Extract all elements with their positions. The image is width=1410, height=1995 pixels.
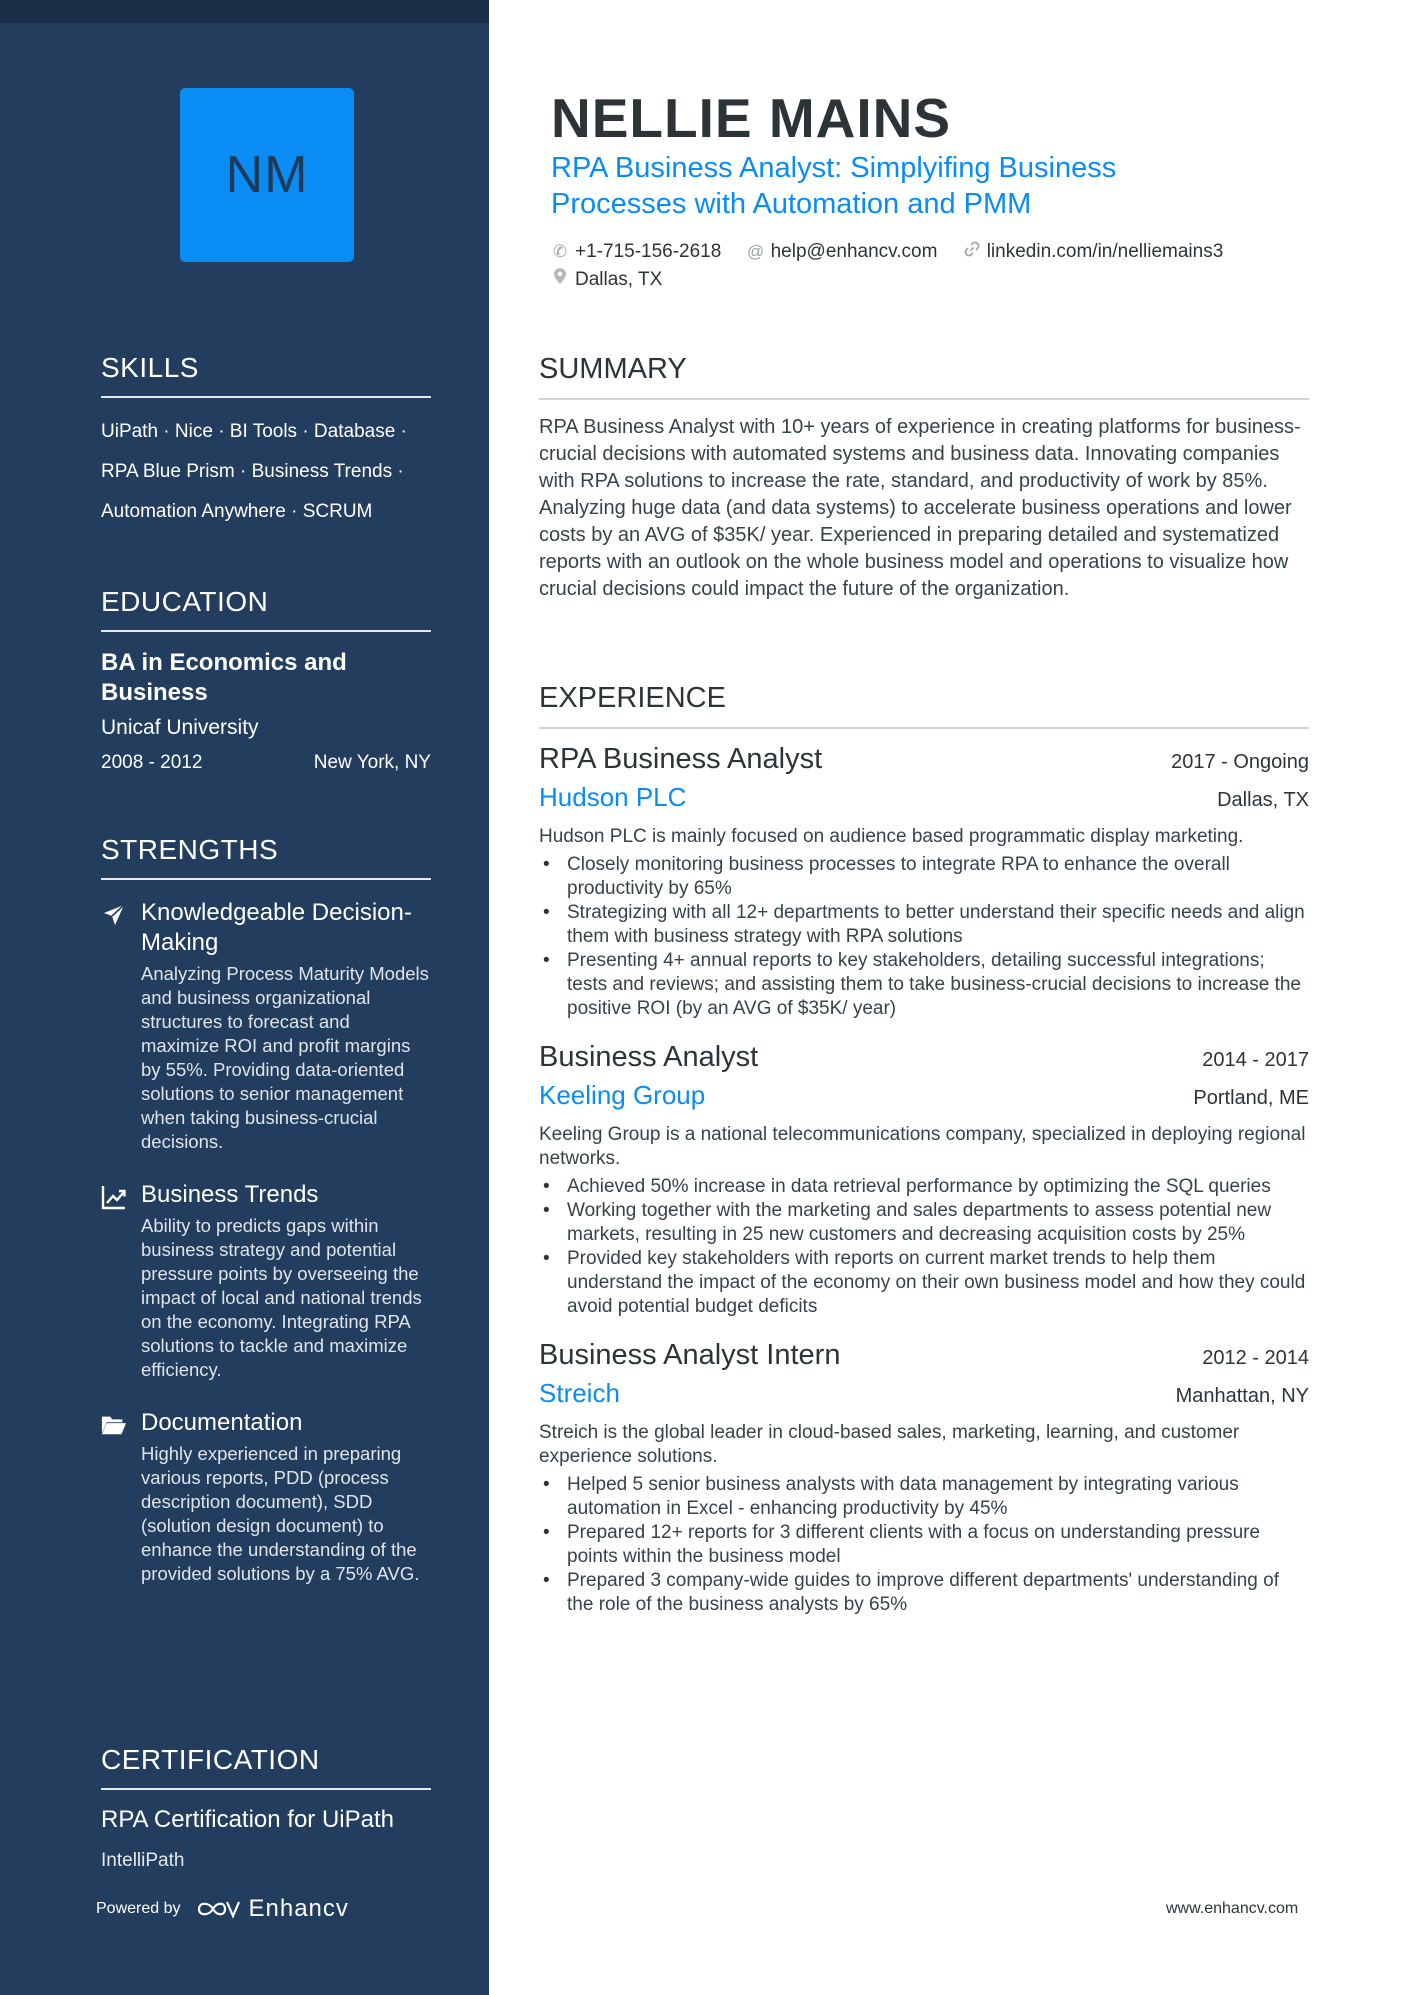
job-bullet: • Presenting 4+ annual reports to key stakeholders, detailing successful integrations; tests and reviews; and assisting them to take business-crucial decisions to increase the positive ROI (by an AVG of $35K/ year) (539, 949, 1309, 1021)
paper-plane-icon (101, 902, 127, 928)
strength-title: Knowledgeable Decision-Making (141, 899, 412, 956)
strengths-section (101, 834, 431, 1586)
job-bullets (539, 1175, 1309, 1319)
job-header (539, 1041, 1309, 1074)
avatar (180, 88, 354, 262)
strengths-title: STRENGTHS (101, 834, 431, 880)
enhancv-logo-text: Enhancv (248, 1895, 349, 1922)
job-location: Dallas, TX (1217, 789, 1309, 811)
at-icon: @ (746, 242, 765, 261)
sidebar-top-bar (0, 0, 489, 23)
job-title: Business Analyst (539, 1041, 759, 1073)
strength-desc: Ability to predicts gaps within business strategy and potential pressure points by overseeing the impact of local and national trends on the economy. Integrating RPA solutions to tackle and maximize efficiency. (141, 1215, 422, 1380)
contact-location (551, 266, 662, 294)
job-dates: 2017 - Ongoing (1171, 751, 1309, 773)
experience-entry (539, 743, 1309, 1021)
education-degree: BA in Economics and Business (101, 649, 347, 706)
contact-email[interactable] (747, 238, 938, 266)
skills-list (101, 412, 431, 532)
job-subheader (539, 782, 1309, 813)
job-bullets (539, 1473, 1309, 1617)
job-dates: 2014 - 2017 (1202, 1049, 1309, 1071)
strength-desc: Highly experienced in preparing various reports, PDD (process description document), SDD (solution design document) to enhance the understanding of the provided solutions by a 75% AVG. (141, 1443, 420, 1584)
education-section (101, 586, 431, 774)
job-dates: 2012 - 2014 (1202, 1347, 1309, 1369)
job-location: Manhattan, NY (1175, 1385, 1309, 1407)
candidate-headline: RPA Business Analyst: Simplyifing Business Processes with Automation and PMM (551, 152, 1117, 220)
certification-section (101, 1744, 431, 1872)
job-company: Keeling Group (539, 1080, 706, 1110)
job-bullet: • Helped 5 senior business analysts with data management by integrating various automation in Excel - enhancing productivity by 45% (539, 1473, 1309, 1521)
contact-phone-text: +1-715-156-2618 (575, 241, 722, 262)
strength-desc: Analyzing Process Maturity Models and business organizational structures to forecast and maximize ROI and profit margins by 55%. Providing data-oriented solutions to senior management when taking business-crucial decisions. (141, 963, 429, 1152)
enhancv-logo[interactable] (195, 1895, 349, 1923)
strength-item (101, 898, 431, 1154)
experience-section (539, 682, 1309, 1617)
skills-title: SKILLS (101, 352, 431, 398)
job-bullet: • Achieved 50% increase in data retrieval performance by optimizing the SQL queries (539, 1175, 1309, 1199)
job-header (539, 1339, 1309, 1372)
contact-info (551, 238, 1311, 294)
education-dates: 2008 - 2012 (101, 752, 203, 773)
strength-item (101, 1408, 431, 1586)
avatar-initials: NM (225, 146, 309, 204)
experience-title: EXPERIENCE (539, 682, 1309, 729)
certification-name: RPA Certification for UiPath (101, 1806, 395, 1833)
job-title: Business Analyst Intern (539, 1339, 841, 1371)
job-bullet: • Prepared 3 company-wide guides to improve different departments' understanding of the role of the business analysts by 65% (539, 1569, 1309, 1617)
certification-title: CERTIFICATION (101, 1744, 431, 1790)
education-location: New York, NY (313, 752, 431, 773)
folder-open-icon (101, 1412, 127, 1438)
education-title: EDUCATION (101, 586, 431, 632)
summary-text: RPA Business Analyst with 10+ years of experience in creating platforms for business-crucial decisions with automated systems and business data. Innovating companies with RPA solutions to increase the rate, standard, and productivity of work by 85%. Analyzing huge data (and data systems) to accelerate business operations and lower costs by an AVG of $35K/ year. Experienced in preparing detailed and systematized reports with an outlook on the whole business model and operations to visualize how crucial decisions could impact the future of the organization. (539, 416, 1301, 600)
enhancv-logo-icon (195, 1898, 243, 1920)
contact-linkedin[interactable] (963, 238, 1224, 266)
job-bullet: • Prepared 12+ reports for 3 different clients with a focus on understanding pressure points within the business model (539, 1521, 1309, 1569)
strength-item (101, 1180, 431, 1382)
footer-url[interactable]: www.enhancv.com (1166, 1900, 1299, 1917)
contact-location-text: Dallas, TX (575, 269, 663, 290)
skills-line: Automation Anywhere · SCRUM (101, 501, 373, 522)
location-pin-icon (551, 266, 569, 294)
strength-title: Documentation (141, 1409, 303, 1436)
link-icon (963, 238, 981, 266)
sidebar (0, 0, 489, 1995)
contact-phone[interactable] (551, 238, 721, 266)
job-description: Streich is the global leader in cloud-based sales, marketing, learning, and customer experience solutions. (539, 1422, 1240, 1467)
summary-section (539, 353, 1309, 603)
job-company: Hudson PLC (539, 782, 687, 812)
job-bullets (539, 853, 1309, 1021)
powered-by-label: Powered by (96, 1900, 181, 1917)
job-title: RPA Business Analyst (539, 743, 823, 775)
summary-title: SUMMARY (539, 353, 1309, 400)
line-chart-icon (101, 1184, 127, 1210)
job-bullet: • Closely monitoring business processes to integrate RPA to enhance the overall productivity by 65% (539, 853, 1309, 901)
job-location: Portland, ME (1193, 1087, 1309, 1109)
job-bullet: • Provided key stakeholders with reports on current market trends to help them understand the impact of the economy on their own business model and how they could avoid potential budget deficits (539, 1247, 1309, 1319)
job-header (539, 743, 1309, 776)
education-meta (101, 752, 431, 774)
job-description: Hudson PLC is mainly focused on audience based programmatic display marketing. (539, 826, 1244, 847)
strength-title: Business Trends (141, 1181, 319, 1208)
candidate-name: NELLIE MAINS (551, 87, 952, 149)
job-bullet: • Working together with the marketing and sales departments to assess potential new markets, resulting in 25 new customers and decreasing acquisition costs by 25% (539, 1199, 1309, 1247)
phone-icon: ✆ (552, 242, 568, 261)
powered-by (96, 1895, 349, 1923)
job-description: Keeling Group is a national telecommunications company, specialized in deploying regional networks. (539, 1124, 1306, 1169)
contact-email-text: help@enhancv.com (770, 241, 938, 262)
skills-line: RPA Blue Prism · Business Trends · (101, 461, 404, 482)
certification-issuer: IntelliPath (101, 1850, 185, 1871)
contact-linkedin-text: linkedin.com/in/nelliemains3 (986, 241, 1224, 262)
education-school: Unicaf University (101, 716, 259, 739)
experience-entry (539, 1041, 1309, 1319)
job-subheader (539, 1080, 1309, 1111)
skills-section (101, 352, 431, 532)
job-company: Streich (539, 1378, 620, 1408)
job-bullet: • Strategizing with all 12+ departments to better understand their specific needs and align them with business strategy with RPA solutions (539, 901, 1309, 949)
experience-entry (539, 1339, 1309, 1617)
job-subheader (539, 1378, 1309, 1409)
skills-line: UiPath · Nice · BI Tools · Database · (101, 421, 407, 442)
